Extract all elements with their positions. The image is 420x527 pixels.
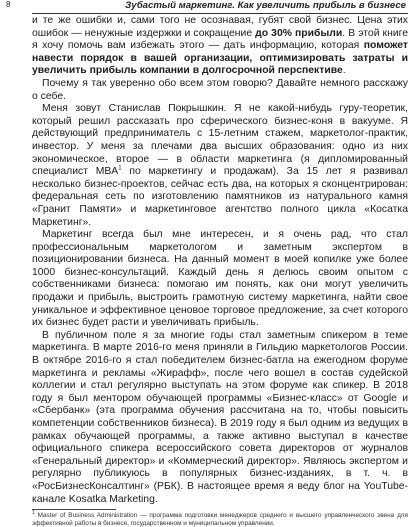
text-run: . В этой книге я хочу помочь вам избежать этого — дать информацию, которая <box>32 27 408 52</box>
text-run: Меня зовут Станислав Покрышкин. Я не какой-нибудь гуру-теоретик, который решил рассказать про сферического бизнес-коня в вакууме. Я действующий предприниматель с 15-летним стажем, маркетолог-практик, инвестор. У меня за плечами два высших образования: одно из них экономическое, второе — в области маркетинга (я дипломированный специалист MBA <box>32 103 408 178</box>
page-number: 8 <box>6 0 11 9</box>
paragraph-public: В публичном поле я за многие годы стал заметным спикером в теме маркетинга. В марте 2016-го меня приняли в Гильдию маркетологов России. В октябре 2016-го я стал победителем бизнес-батла на ежегодном форуме маркетинга и рекламы «Жирафф», после чего вошел в состав судейской коллегии и стал регулярно выступать на этом форуме как спикер. В 2018 году я был ментором обучающей программы «Бизнес-класс» от Google и «Сбербанк» (эта программа обучения рассчитана на то, чтобы повысить компетенции собственников бизнеса). В 2019 году я был одним из ведущих в рамках обучающей программы, а также активно выступал в качестве официального спикера всероссийского совета директоров от журналов «Генеральный директор» и «Коммерческий директор». Являюсь экспертом и регулярно публикуюсь в популярных бизнес-изданиях, в т. ч. в «РосБизнесКонсалтинг» (РБК). В настоящее время я веду блог на YouTube-канале Kosatka Marketing. <box>32 329 408 505</box>
text-run: . <box>342 65 346 77</box>
running-title: Зубастый маркетинг. Как увеличить прибыль в бизнесе <box>125 0 406 11</box>
paragraph-errors <box>32 15 408 78</box>
paragraph-why: Почему я так уверенно обо всем этом говорю? Давайте немного расскажу о себе. <box>32 77 408 102</box>
paragraph-about-author <box>32 103 408 229</box>
footnote <box>32 512 408 527</box>
main-text <box>32 15 408 506</box>
paragraph-marketing: Маркетинг всегда был мне интересен, и я очень рад, что стал профессиональным маркетологом и заметным экспертом в позиционировании бизнеса. На данный момент в моей копилке уже более 1000 бизнес-консультаций. Каждый день я делюсь своим опытом с собственниками бизнеса: помогаю им понять, как они могут увеличить продажи и прибыль, выстроить грамотную систему маркетинга, найти свое уникальное и эффективное ценовое торговое предложение, за счет которого их бизнес будет расти и увеличивать прибыль. <box>32 229 408 329</box>
footnote-reference[interactable]: 1 <box>118 165 122 172</box>
footnote-mark: 1 <box>32 510 35 517</box>
text-run: по маркетингу и продажам). За 15 лет я развивал несколько бизнес-проектов, сейчас есть два, на которых я сконцентрирован: федеральная сеть по изготовлению памятников из натурального камня «Гранит Памяти» и маркетинговое агентство полного цикла «Косатка Маркетинг». <box>32 166 408 228</box>
bold-text-profit: до 30% прибыли <box>255 27 343 39</box>
text-run: и те же ошибки и, сами того не осознавая, губят свой бизнес. Цена этих ошибок — ненужные издержки и сокращение <box>32 15 408 39</box>
bold-text-benefit: поможет навести порядок в вашей организации, оптимизировать затраты и увеличить прибыль компании в долгосрочной перспективе <box>32 40 408 77</box>
footnote-divider <box>32 509 116 510</box>
footnote-text: Master of Business Administration — программа подготовки менеджеров среднего и высшего управленческого звена для эффективной работы в бизнесе, государственном и муниципальном управлении. <box>32 512 408 527</box>
page-header <box>6 0 408 14</box>
